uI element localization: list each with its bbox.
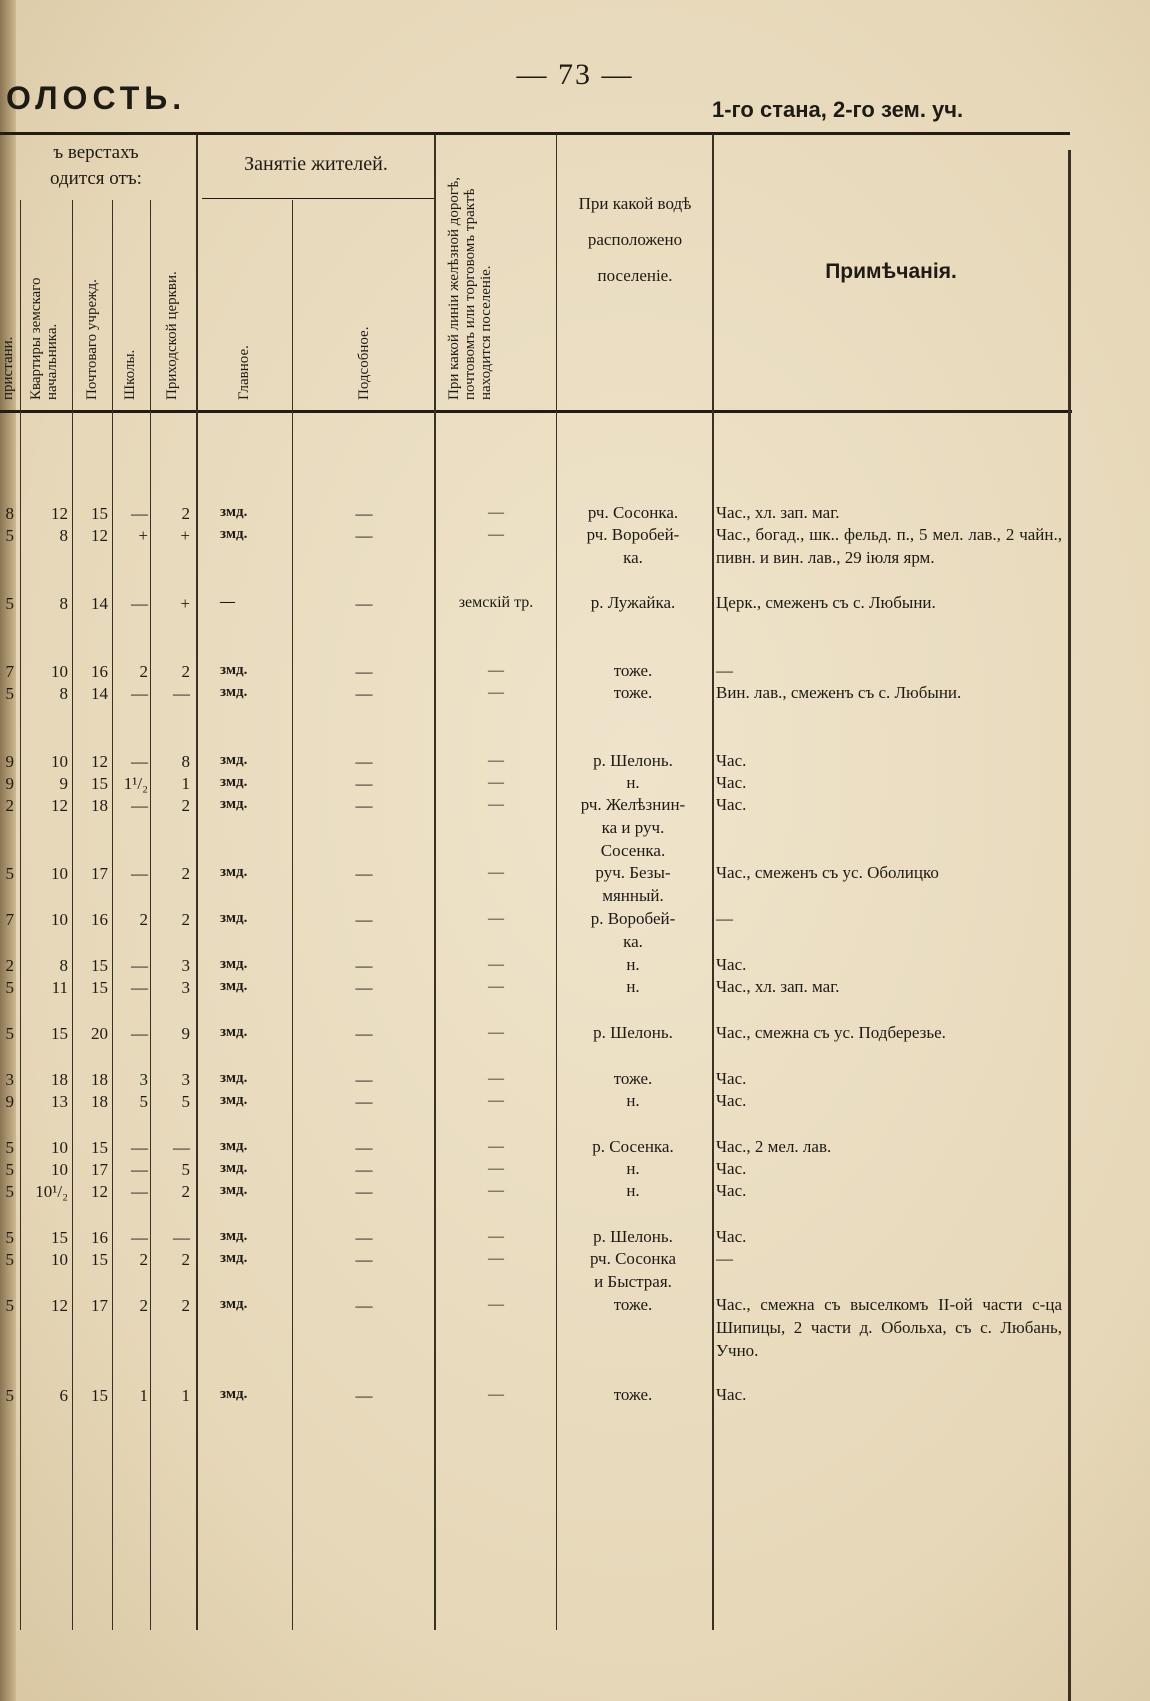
cell-water: р. Шелонь. <box>593 1023 673 1042</box>
cell-kvartiry: 9 <box>59 774 68 793</box>
cell-kvartiry: 8 <box>59 956 68 975</box>
cell-shkoly: 1 <box>139 1386 148 1405</box>
cell-cerkvi: — <box>173 1228 190 1247</box>
col-divider <box>20 200 21 1630</box>
cell-kvartiry: 8 <box>59 684 68 703</box>
cell-cerkvi: 2 <box>181 910 190 929</box>
col-divider <box>556 134 557 1630</box>
cell-shkoly: 3 <box>139 1070 148 1089</box>
cell-notes: Час., богад., шк.. фельд. п., 5 мел. лав., 2 чайн., пивн. и вин. лав., 29 іюля ярм. <box>716 525 1062 567</box>
cell-road: земскій тр. <box>458 594 534 611</box>
cell-kvartiry: 10 <box>51 910 68 929</box>
cell-water: тоже. <box>613 661 653 680</box>
col-header-glavnoe: Главное. <box>236 345 252 400</box>
cell-shkoly: 2 <box>139 1296 148 1315</box>
cell-podsobnoe: — <box>355 1296 373 1315</box>
cell-road: — <box>488 796 504 813</box>
cell-kvartiry: 8 <box>59 594 68 613</box>
cell-road: — <box>488 1092 504 1109</box>
cell-pochta: 17 <box>91 1296 108 1315</box>
cell-kvartiry: 10 <box>51 1250 68 1269</box>
cell-cerkvi: 2 <box>181 1296 190 1315</box>
cell-glavnoe: змд. <box>220 1138 248 1154</box>
cell-road: — <box>488 1386 504 1403</box>
cell-notes: Час., смеженъ съ ус. Оболицко <box>716 863 939 882</box>
cell-pochta: 20 <box>91 1024 108 1043</box>
cell-pristan: 5 <box>5 1182 14 1201</box>
cell-glavnoe: змд. <box>220 864 248 880</box>
cell-kvartiry: 12 <box>51 796 68 815</box>
cell-glavnoe: змд. <box>220 1296 248 1312</box>
cell-shkoly: — <box>131 684 148 703</box>
cell-notes: — <box>716 909 733 928</box>
cell-pristan: 5 <box>5 1296 14 1315</box>
cell-kvartiry: 10 <box>51 1160 68 1179</box>
cell-water: р. Воробей- ка. <box>590 909 676 951</box>
cell-water: тоже. <box>613 1295 653 1314</box>
cell-podsobnoe: — <box>355 1160 373 1179</box>
cell-road: — <box>488 956 504 973</box>
cell-notes: Час. <box>716 751 747 770</box>
cell-glavnoe: змд. <box>220 774 248 790</box>
cell-notes: Час., смежна съ ус. Подберезье. <box>716 1023 946 1042</box>
cell-pochta: 12 <box>91 526 108 545</box>
cell-pochta: 17 <box>91 1160 108 1179</box>
cell-pristan: 8 <box>5 504 14 523</box>
cell-notes: Вин. лав., смеженъ съ с. Любыни. <box>716 683 962 702</box>
cell-shkoly: 2 <box>139 662 148 681</box>
col-divider <box>72 200 73 1630</box>
cell-podsobnoe: — <box>355 504 373 523</box>
cell-notes: Час. <box>716 1385 747 1404</box>
cell-cerkvi: 1 <box>181 1386 190 1405</box>
cell-podsobnoe: — <box>355 774 373 793</box>
cell-water: р. Шелонь. <box>593 1227 673 1246</box>
cell-pochta: 14 <box>91 594 108 613</box>
col-divider <box>434 134 436 1630</box>
cell-notes: Час., 2 мел. лав. <box>716 1137 832 1156</box>
cell-pochta: 14 <box>91 684 108 703</box>
occupation-group-header: Занятіе жителей. <box>244 153 388 175</box>
distance-group-header: ъ верстахъ одится отъ: <box>50 142 142 189</box>
cell-cerkvi: 2 <box>181 796 190 815</box>
cell-glavnoe: змд. <box>220 1250 248 1266</box>
cell-kvartiry: 10 <box>51 1138 68 1157</box>
col-divider <box>112 200 113 1630</box>
cell-shkoly: — <box>131 796 148 815</box>
cell-water: н. <box>626 1159 640 1178</box>
cell-kvartiry: 12 <box>51 504 68 523</box>
cell-glavnoe: змд. <box>220 1070 248 1086</box>
cell-notes: Час. <box>716 795 747 814</box>
cell-pochta: 18 <box>91 796 108 815</box>
cell-water: н. <box>626 1181 640 1200</box>
cell-podsobnoe: — <box>355 1228 373 1247</box>
top-rule <box>0 132 1070 135</box>
cell-pristan: 2 <box>5 796 14 815</box>
cell-shkoly: — <box>131 1182 148 1201</box>
cell-pochta: 15 <box>91 1386 108 1405</box>
cell-cerkvi: 2 <box>181 662 190 681</box>
cell-glavnoe: змд. <box>220 978 248 994</box>
cell-road: — <box>488 978 504 995</box>
cell-notes: Час. <box>716 955 747 974</box>
cell-kvartiry: 6 <box>59 1386 68 1405</box>
cell-glavnoe: змд. <box>220 1092 248 1108</box>
cell-pochta: 18 <box>91 1070 108 1089</box>
cell-glavnoe: змд. <box>220 1386 248 1402</box>
col-header-notes: Примѣчанія. <box>825 260 957 283</box>
cell-glavnoe: змд. <box>220 910 248 926</box>
cell-road: — <box>488 1024 504 1041</box>
cell-water: рч. Сосонка и Быстрая. <box>589 1249 677 1291</box>
cell-shkoly: + <box>138 526 148 545</box>
cell-glavnoe: змд. <box>220 684 248 700</box>
cell-road: — <box>488 526 504 543</box>
cell-road: — <box>488 1250 504 1267</box>
cell-water: р. Шелонь. <box>593 751 673 770</box>
col-divider <box>196 134 198 1630</box>
col-header-shkoly: Школы. <box>122 349 138 400</box>
cell-pristan: 5 <box>5 864 14 883</box>
col-divider <box>712 134 714 1630</box>
col-header-kvartiry: Квартиры земскаго начальника. <box>28 277 60 400</box>
cell-cerkvi: 5 <box>181 1092 190 1111</box>
cell-glavnoe: змд. <box>220 662 248 678</box>
cell-glavnoe: змд. <box>220 752 248 768</box>
book-spine <box>0 0 16 1701</box>
cell-road: — <box>488 910 504 927</box>
cell-cerkvi: 3 <box>181 1070 190 1089</box>
cell-kvartiry: 10 <box>51 752 68 771</box>
page-header-left: ОЛОСТЬ. <box>6 80 187 116</box>
cell-water: н. <box>626 977 640 996</box>
cell-shkoly: 2 <box>139 1250 148 1269</box>
page-number: — 73 — <box>516 58 634 91</box>
cell-notes: Час. <box>716 1069 747 1088</box>
cell-water: н. <box>626 955 640 974</box>
cell-road: — <box>488 1160 504 1177</box>
cell-kvartiry: 15 <box>51 1228 68 1247</box>
cell-road: — <box>488 1182 504 1199</box>
cell-shkoly: — <box>131 978 148 997</box>
cell-pochta: 16 <box>91 662 108 681</box>
cell-kvartiry: 10 <box>51 662 68 681</box>
cell-cerkvi: 9 <box>181 1024 190 1043</box>
cell-shkoly: — <box>131 1138 148 1157</box>
cell-pristan: 5 <box>5 1386 14 1405</box>
cell-shkoly: 5 <box>139 1092 148 1111</box>
cell-water: рч. Воробей- ка. <box>586 525 680 567</box>
cell-pochta: 15 <box>91 774 108 793</box>
cell-pochta: 15 <box>91 1250 108 1269</box>
cell-kvartiry: 13 <box>51 1092 68 1111</box>
cell-shkoly: 2 <box>139 910 148 929</box>
cell-water: рч. Желѣзнин- ка и руч. Сосенка. <box>580 795 686 860</box>
cell-pristan: 7 <box>5 910 14 929</box>
cell-pochta: 16 <box>91 1228 108 1247</box>
cell-pochta: 15 <box>91 504 108 523</box>
cell-notes: Час. <box>716 773 747 792</box>
cell-pristan: 3 <box>5 1070 14 1089</box>
cell-pochta: 15 <box>91 1138 108 1157</box>
cell-pochta: 15 <box>91 956 108 975</box>
cell-water: тоже. <box>613 1385 653 1404</box>
cell-glavnoe: змд. <box>220 1228 248 1244</box>
cell-road: — <box>488 752 504 769</box>
occupation-subrule <box>202 198 434 199</box>
cell-glavnoe: змд. <box>220 504 248 520</box>
cell-pristan: 9 <box>5 752 14 771</box>
cell-pristan: 7 <box>5 662 14 681</box>
cell-kvartiry: 10¹/₂ <box>35 1182 68 1201</box>
cell-shkoly: — <box>131 594 148 613</box>
cell-glavnoe: змд. <box>220 526 248 542</box>
cell-glavnoe: змд. <box>220 1182 248 1198</box>
cell-podsobnoe: — <box>355 594 373 613</box>
col-header-podsobnoe: Подсобное. <box>356 326 372 400</box>
cell-notes: Час., хл. зап. маг. <box>716 977 840 996</box>
cell-podsobnoe: — <box>355 1092 373 1111</box>
cell-water: р. Сосенка. <box>592 1137 674 1156</box>
cell-notes: Час., хл. зап. маг. <box>716 503 840 522</box>
cell-shkoly: — <box>131 504 148 523</box>
col-header-cerkvi: Приходской церкви. <box>164 271 180 400</box>
cell-pristan: 5 <box>5 1024 14 1043</box>
cell-pristan: 5 <box>5 594 14 613</box>
col-header-road: При какой линіи желѣзной дорогѣ, почтовомъ или торговомъ трактѣ находится поселеніе. <box>446 177 494 400</box>
cell-shkoly: — <box>131 752 148 771</box>
cell-podsobnoe: — <box>355 662 373 681</box>
cell-water: рч. Сосонка. <box>587 503 679 522</box>
col-header-pochta: Почтоваго учрежд. <box>84 279 100 400</box>
page-header-right: 1-го стана, 2-го зем. уч. <box>712 97 964 122</box>
cell-pristan: 5 <box>5 1160 14 1179</box>
cell-notes: — <box>716 1249 733 1268</box>
cell-cerkvi: + <box>180 594 190 613</box>
cell-cerkvi: 2 <box>181 1250 190 1269</box>
cell-pristan: 5 <box>5 1228 14 1247</box>
cell-kvartiry: 11 <box>51 978 68 997</box>
cell-water: руч. Безы- мянный. <box>595 863 671 905</box>
cell-podsobnoe: — <box>355 1138 373 1157</box>
cell-cerkvi: 5 <box>181 1160 190 1179</box>
cell-cerkvi: — <box>173 1138 190 1157</box>
cell-glavnoe: змд. <box>220 956 248 972</box>
right-border <box>1068 150 1071 1701</box>
cell-road: — <box>488 1228 504 1245</box>
cell-road: — <box>488 662 504 679</box>
cell-pristan: 5 <box>5 1138 14 1157</box>
cell-water: тоже. <box>613 683 653 702</box>
cell-notes: Час. <box>716 1159 747 1178</box>
cell-pochta: 12 <box>91 752 108 771</box>
cell-shkoly: — <box>131 1160 148 1179</box>
cell-cerkvi: 2 <box>181 504 190 523</box>
cell-glavnoe: — <box>220 594 235 610</box>
cell-podsobnoe: — <box>355 1250 373 1269</box>
cell-pochta: 15 <box>91 978 108 997</box>
cell-podsobnoe: — <box>355 684 373 703</box>
cell-cerkvi: + <box>180 526 190 545</box>
cell-water: тоже. <box>613 1069 653 1088</box>
cell-pochta: 18 <box>91 1092 108 1111</box>
col-divider <box>292 200 293 1630</box>
cell-pristan: 5 <box>5 526 14 545</box>
cell-shkoly: — <box>131 1024 148 1043</box>
cell-road: — <box>488 1138 504 1155</box>
cell-pochta: 16 <box>91 910 108 929</box>
cell-cerkvi: 2 <box>181 864 190 883</box>
cell-cerkvi: 2 <box>181 1182 190 1201</box>
cell-cerkvi: 3 <box>181 978 190 997</box>
cell-podsobnoe: — <box>355 1024 373 1043</box>
cell-pristan: 5 <box>5 978 14 997</box>
header-bottom-rule <box>0 410 1072 413</box>
cell-podsobnoe: — <box>355 956 373 975</box>
cell-road: — <box>488 774 504 791</box>
cell-road: — <box>488 684 504 701</box>
cell-glavnoe: змд. <box>220 796 248 812</box>
cell-kvartiry: 8 <box>59 526 68 545</box>
cell-podsobnoe: — <box>355 910 373 929</box>
cell-pochta: 17 <box>91 864 108 883</box>
cell-road: — <box>488 864 504 881</box>
cell-notes: Час. <box>716 1091 747 1110</box>
cell-shkoly: — <box>131 956 148 975</box>
cell-shkoly: — <box>131 1228 148 1247</box>
cell-pristan: 2 <box>5 956 14 975</box>
cell-notes: Час., смежна съ выселкомъ II-ой части с-ца Шипицы, 2 части д. Обольха, съ с. Любань, Учно. <box>716 1295 1062 1360</box>
col-header-water: При какой водѣ расположено поселеніе. <box>578 194 692 285</box>
cell-road: — <box>488 504 504 521</box>
cell-cerkvi: 3 <box>181 956 190 975</box>
cell-podsobnoe: — <box>355 752 373 771</box>
col-header-pristan: пристани. <box>0 336 16 400</box>
cell-water: р. Лужайка. <box>590 593 676 612</box>
cell-notes: Церк., смеженъ съ с. Любыни. <box>716 593 936 612</box>
cell-podsobnoe: — <box>355 978 373 997</box>
cell-pochta: 12 <box>91 1182 108 1201</box>
cell-kvartiry: 18 <box>51 1070 68 1089</box>
cell-road: — <box>488 1070 504 1087</box>
cell-kvartiry: 10 <box>51 864 68 883</box>
cell-glavnoe: змд. <box>220 1024 248 1040</box>
cell-water: н. <box>626 773 640 792</box>
cell-pristan: 9 <box>5 1092 14 1111</box>
cell-notes: Час. <box>716 1181 747 1200</box>
cell-kvartiry: 12 <box>51 1296 68 1315</box>
cell-pristan: 5 <box>5 684 14 703</box>
cell-notes: — <box>716 661 733 680</box>
cell-pristan: 5 <box>5 1250 14 1269</box>
cell-cerkvi: 8 <box>181 752 190 771</box>
cell-podsobnoe: — <box>355 1182 373 1201</box>
cell-podsobnoe: — <box>355 796 373 815</box>
cell-road: — <box>488 1296 504 1313</box>
cell-podsobnoe: — <box>355 526 373 545</box>
cell-cerkvi: 1 <box>181 774 190 793</box>
cell-pristan: 9 <box>5 774 14 793</box>
cell-glavnoe: змд. <box>220 1160 248 1176</box>
col-divider <box>150 200 151 1630</box>
cell-kvartiry: 15 <box>51 1024 68 1043</box>
cell-notes: Час. <box>716 1227 747 1246</box>
cell-podsobnoe: — <box>355 864 373 883</box>
cell-podsobnoe: — <box>355 1386 373 1405</box>
cell-cerkvi: — <box>173 684 190 703</box>
cell-podsobnoe: — <box>355 1070 373 1089</box>
cell-water: н. <box>626 1091 640 1110</box>
cell-shkoly: — <box>131 864 148 883</box>
cell-shkoly: 1¹/₂ <box>123 774 148 793</box>
